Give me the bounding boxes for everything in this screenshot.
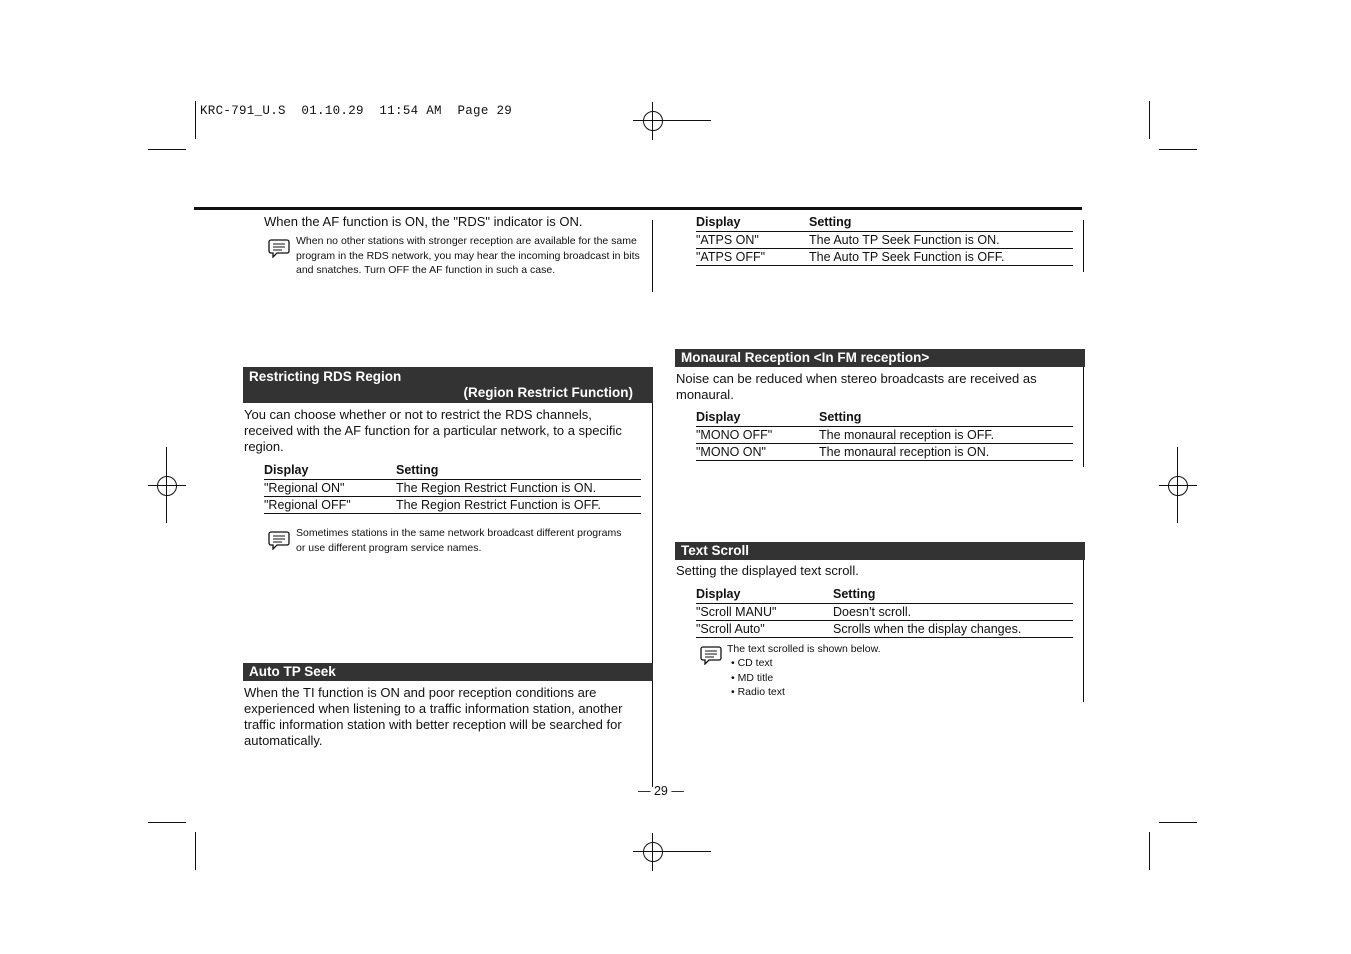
print-header: KRC-791_U.S 01.10.29 11:54 AM Page 29 [200,104,513,118]
region-note: Sometimes stations in the same network broadcast different programs or use different program service names. [296,527,622,554]
autotp-title: Auto TP Seek [249,664,336,679]
region-body: You can choose whether or not to restrict the RDS channels, received with the AF function for a particular network, to a specific region. [244,407,622,454]
list-item: • CD text [731,657,773,669]
registration-mark [148,467,186,505]
registration-mark [1159,467,1197,505]
mono-section-header [675,349,1085,367]
crop-mark [1149,101,1150,139]
registration-mark [634,102,672,140]
scroll-section-header [675,542,1085,560]
table-row: "Regional ON" The Region Restrict Function is ON. [264,480,641,497]
col-display: Display [696,214,809,232]
mono-body: Noise can be reduced when stereo broadcasts are received as monaural. [676,371,1037,402]
page-number: — 29 — [638,784,684,798]
crop-mark [1159,149,1197,150]
note-icon [268,530,290,550]
table-row: "MONO ON" The monaural reception is ON. [696,444,1073,461]
af-line: When the AF function is ON, the "RDS" indicator is ON. [264,214,583,229]
crop-mark [148,822,186,823]
col-setting: Setting [809,214,1073,232]
column-rule [652,367,653,787]
registration-mark [634,833,672,871]
crop-mark [148,149,186,150]
mono-table [696,409,1073,461]
af-note: When no other stations with stronger reception are available for the same program in the RDS network, you may hear the incoming broadcast in bits and snatches. Turn OFF the AF function in such a case. [296,235,640,276]
column-rule [1083,542,1084,702]
table-row: "Scroll Auto" Scrolls when the display changes. [696,621,1073,638]
column-rule [1083,220,1084,272]
crop-mark [195,101,196,139]
list-item: • MD title [731,672,774,684]
atps-table [696,214,1073,266]
list-item: • Radio text [731,686,785,698]
table-row: "ATPS OFF" The Auto TP Seek Function is OFF. [696,249,1073,266]
note-icon [268,238,290,258]
crop-mark [195,832,196,870]
region-section-header [243,367,653,403]
scroll-title: Text Scroll [681,543,750,558]
col-display: Display [696,409,819,427]
region-title: Restricting RDS Region [249,369,402,384]
crop-mark [1149,832,1150,870]
col-display: Display [696,586,833,604]
scroll-note: The text scrolled is shown below. [727,643,881,655]
column-rule [652,220,653,292]
region-subtitle: (Region Restrict Function) [463,385,633,400]
col-setting: Setting [833,586,1073,604]
table-row: "Regional OFF" The Region Restrict Function is OFF. [264,497,641,514]
region-table [264,462,641,514]
scroll-body: Setting the displayed text scroll. [676,563,859,578]
crop-mark [1159,822,1197,823]
table-row: "Scroll MANU" Doesn't scroll. [696,604,1073,621]
autotp-body: When the TI function is ON and poor reception conditions are experienced when listening to a traffic information station, another traffic information station with better reception will be searched for automatically. [244,685,623,748]
note-icon [700,645,722,665]
col-setting: Setting [819,409,1073,427]
autotp-section-header [243,663,653,681]
table-row: "ATPS ON" The Auto TP Seek Function is ON. [696,232,1073,249]
scroll-table [696,586,1073,638]
table-row: "MONO OFF" The monaural reception is OFF. [696,427,1073,444]
mono-title: Monaural Reception <In FM reception> [681,350,930,365]
top-rule [194,207,1082,210]
col-display: Display [264,462,396,480]
col-setting: Setting [396,462,641,480]
